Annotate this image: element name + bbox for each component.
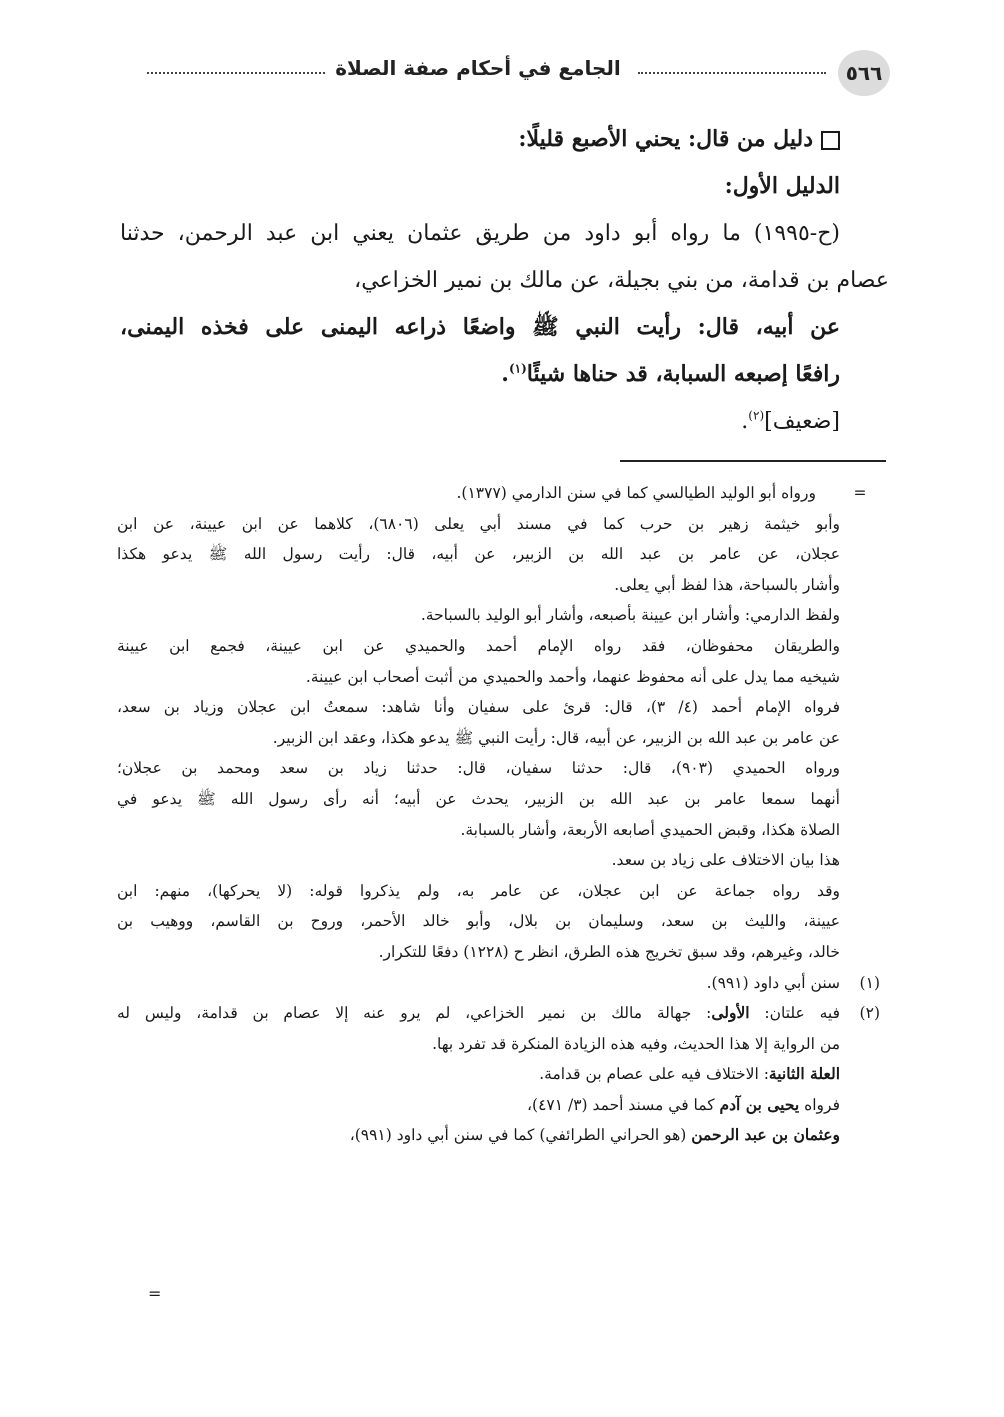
subheading: الدليل الأول: bbox=[724, 173, 840, 199]
section-heading: دليل من قال: يحني الأصبع قليلًا: bbox=[120, 116, 840, 163]
footnote-line: ورواه الحميدي (٩٠٣)، قال: حدثنا سفيان، قال: حدثنا زياد بن سعد ومحمد بن عجلان؛ bbox=[117, 759, 840, 778]
footnote-line: =ورواه أبو الوليد الطيالسي كما في سنن الدارمي (١٣٧٧). bbox=[456, 484, 867, 502]
footnote-2-line: العلة الثانية: الاختلاف فيه على عصام بن قدامة. bbox=[539, 1064, 840, 1084]
footnote-separator bbox=[620, 460, 886, 462]
footnote-line: خالد، وغيرهم، وقد سبق تخريج هذه الطرق، انظر ح (١٢٢٨) دفعًا للتكرار. bbox=[378, 942, 840, 961]
footnote-line: وأشار بالسباحة، هذا لفظ أبي يعلى. bbox=[614, 575, 840, 594]
footnote-line: أنهما سمعا عامر بن عبد الله بن الزبير، يحدث عن أبيه؛ أنه رأى رسول الله ﷺ يدعو في bbox=[117, 789, 840, 808]
footnote-line: عجلان، عن عامر بن عبد الله بن الزبير، عن أبيه، قال: رأيت رسول الله ﷺ يدعو هكذا bbox=[117, 545, 840, 564]
footnote-2-line: وعثمان بن عبد الرحمن (هو الحراني الطرائفي) كما في سنن أبي داود (٩٩١)، bbox=[349, 1125, 840, 1145]
footnote-line: شيخيه مما يدل على أنه محفوظ عنهما، وأحمد والحميدي من أثبت أصحاب ابن عيينة. bbox=[305, 667, 840, 686]
footnote-2-line: من الرواية إلا هذا الحديث، وفيه هذه الزيادة المنكرة قد تفرد بها. bbox=[432, 1034, 840, 1053]
square-bullet-icon bbox=[821, 131, 840, 150]
footnote-line: والطريقان محفوظان، فقد رواه الإمام أحمد والحميدي عن ابن عيينة، فجمع ابن عيينة bbox=[117, 636, 840, 655]
header-dotted-leader bbox=[638, 72, 826, 74]
footnote-number: (١) bbox=[859, 973, 880, 992]
page-header bbox=[147, 50, 890, 96]
footnote-number: (٢) bbox=[859, 1004, 880, 1023]
footnote-line: فرواه الإمام أحمد (٤/ ٣)، قال: قرئ على سفيان وأنا شاهد: سمعتُ ابن عجلان وزياد بن سعد، bbox=[117, 698, 840, 717]
verdict: [ضعيف]$^{(٢)}$. bbox=[741, 408, 840, 434]
main-text bbox=[120, 116, 889, 445]
hadith-intro-line: عصام بن قدامة، من بني بجيلة، عن مالك بن نمير الخزاعي، bbox=[354, 268, 889, 293]
hadith-quote-line: رافعًا إصبعه السبابة، قد حناها شيئًا$^{(١)}$. bbox=[501, 361, 840, 387]
footnote-ref[interactable]: (٢) bbox=[748, 408, 765, 423]
footnote-1: (١)سنن أبي داود (٩٩١). bbox=[117, 968, 880, 999]
footnote-2-line: (٢)فيه علتان: الأولى: جهالة مالك بن نمير الخزاعي، لم يرو عنه إلا عصام بن قدامة، وليس له bbox=[117, 998, 880, 1029]
footnote-line: الصلاة هكذا، وقبض الحميدي أصابعه الأربعة، وأشار بالسبابة. bbox=[460, 820, 840, 839]
footnote-line: هذا بيان الاختلاف على زياد بن سعد. bbox=[611, 851, 840, 870]
header-dotted-leader bbox=[147, 72, 325, 74]
footnotes bbox=[117, 478, 880, 1151]
hadith-intro-line: (ح-١٩٩٥) ما رواه أبو داود من طريق عثمان يعني ابن عبد الرحمن، حدثنا bbox=[120, 221, 840, 246]
continuation-mark: = bbox=[148, 1284, 162, 1303]
hadith-quote-line: عن أبيه، قال: رأيت النبي ﷺ واضعًا ذراعه اليمنى على فخذه اليمنى، bbox=[120, 314, 840, 340]
footnote-line: عيينة، والليث بن سعد، وسليمان بن بلال، وأبو خالد الأحمر، وروح بن القاسم، ووهيب بن bbox=[117, 912, 840, 931]
page-number: ٥٦٦ bbox=[838, 50, 890, 96]
footnote-2-line: فرواه يحيى بن آدم كما في مسند أحمد (٣/ ٤٧١)، bbox=[527, 1094, 840, 1114]
footnote-ref[interactable]: (١) bbox=[508, 361, 527, 376]
footnote-line: ولفظ الدارمي: وأشار ابن عيينة بأصبعه، وأشار أبو الوليد بالسباحة. bbox=[420, 606, 840, 625]
footnote-line: وأبو خيثمة زهير بن حرب كما في مسند أبي يعلى (٦٨٠٦)، كلاهما عن ابن عيينة، عن ابن bbox=[117, 514, 840, 533]
book-title: الجامع في أحكام صفة الصلاة bbox=[335, 56, 621, 80]
footnote-line: عن عامر بن عبد الله بن الزبير، عن أبيه، قال: رأيت النبي ﷺ يدعو هكذا، وعقد ابن الزبير. bbox=[272, 728, 840, 747]
footnote-line: وقد رواه جماعة عن ابن عجلان، عن عامر به، ولم يذكروا قوله: (لا يحركها)، منهم: ابن bbox=[117, 881, 840, 900]
